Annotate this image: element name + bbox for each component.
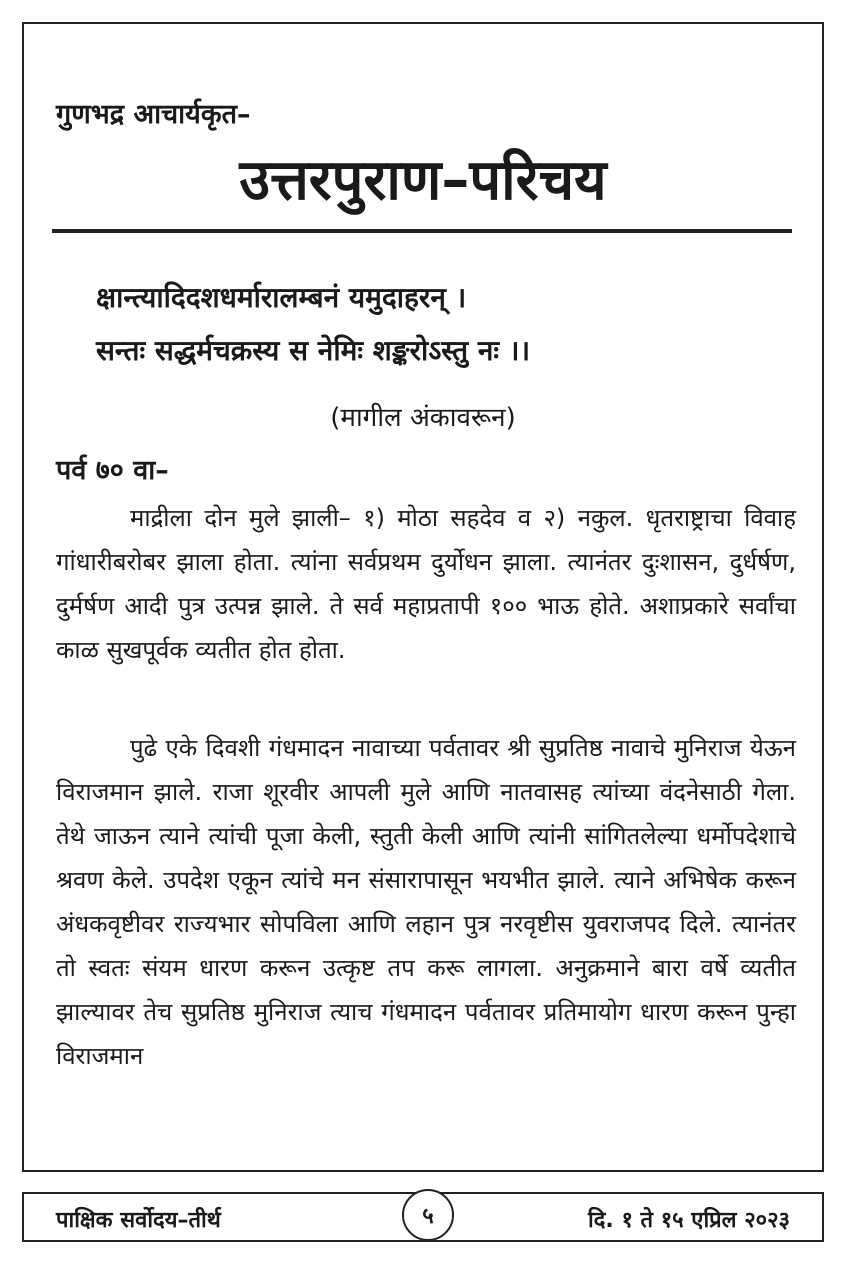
page-title: उत्तरपुराण–परिचय [239,148,607,213]
publication-name: पाक्षिक सर्वोदय–तीर्थ [56,1208,221,1233]
paragraph-1: माद्रीला दोन मुले झाली– १) मोठा सहदेव व २) नकुल. धृतराष्ट्राचा विवाह गांधारीबरोबर झाला होता. त्यांना सर्वप्रथम दुर्योधन झाला. त्यानंतर दुःशासन, दुर्धर्षण, दुर्मर्षण आदी पुत्र उत्पन्न झाले. ते सर्व महाप्रतापी १०० भाऊ होते. अशाप्रकारे सर्वांचा काळ सुखपूर्वक व्यतीत होत होता. [56,504,796,664]
continued-note: (मागील अंकावरून) [330,403,516,433]
issue-date: दि. १ ते १५ एप्रिल २०२३ [588,1208,790,1233]
author-line: गुणभद्र आचार्यकृत– [56,99,251,130]
page-number: ५ [402,1189,454,1241]
verse-line-1: क्षान्त्यादिदशधर्मारालम्बनं यमुदाहरन् । [96,281,467,314]
title-divider [52,229,792,233]
paragraph-2: पुढे एके दिवशी गंधमादन नावाच्या पर्वतावर श्री सुप्रतिष्ठ नावाचे मुनिराज येऊन विराजमान झाले. राजा शूरवीर आपली मुले आणि नातवासह त्यांच्या वंदनेसाठी गेला. तेथे जाऊन त्याने त्यांची पूजा केली, स्तुती केली आणि त्यांनी सांगितलेल्या धर्मोपदेशाचे श्रवण केले. उपदेश एकून त्यांचे मन संसारापासून भयभीत झाले. त्याने अभिषेक करून अंधकवृष्टीवर राज्यभार सोपविला आणि लहान पुत्र नरवृष्टीस युवराजपद दिले. त्यानंतर तो स्वतः संयम धारण करून उत्कृष्ट तप करू लागला. अनुक्रमाने बारा वर्षे व्यतीत झाल्यावर तेच सुप्रतिष्ठ मुनिराज त्याच गंधमादन पर्वतावर प्रतिमायोग धारण करून पुन्हा विराजमान [56,734,796,1070]
footer-bar [22,1192,824,1242]
verse-line-2: सन्तः सद्धर्मचक्रस्य स नेमिः शङ्करोऽस्तु नः ।। [96,334,531,367]
section-heading: पर्व ७० वा– [56,455,169,486]
